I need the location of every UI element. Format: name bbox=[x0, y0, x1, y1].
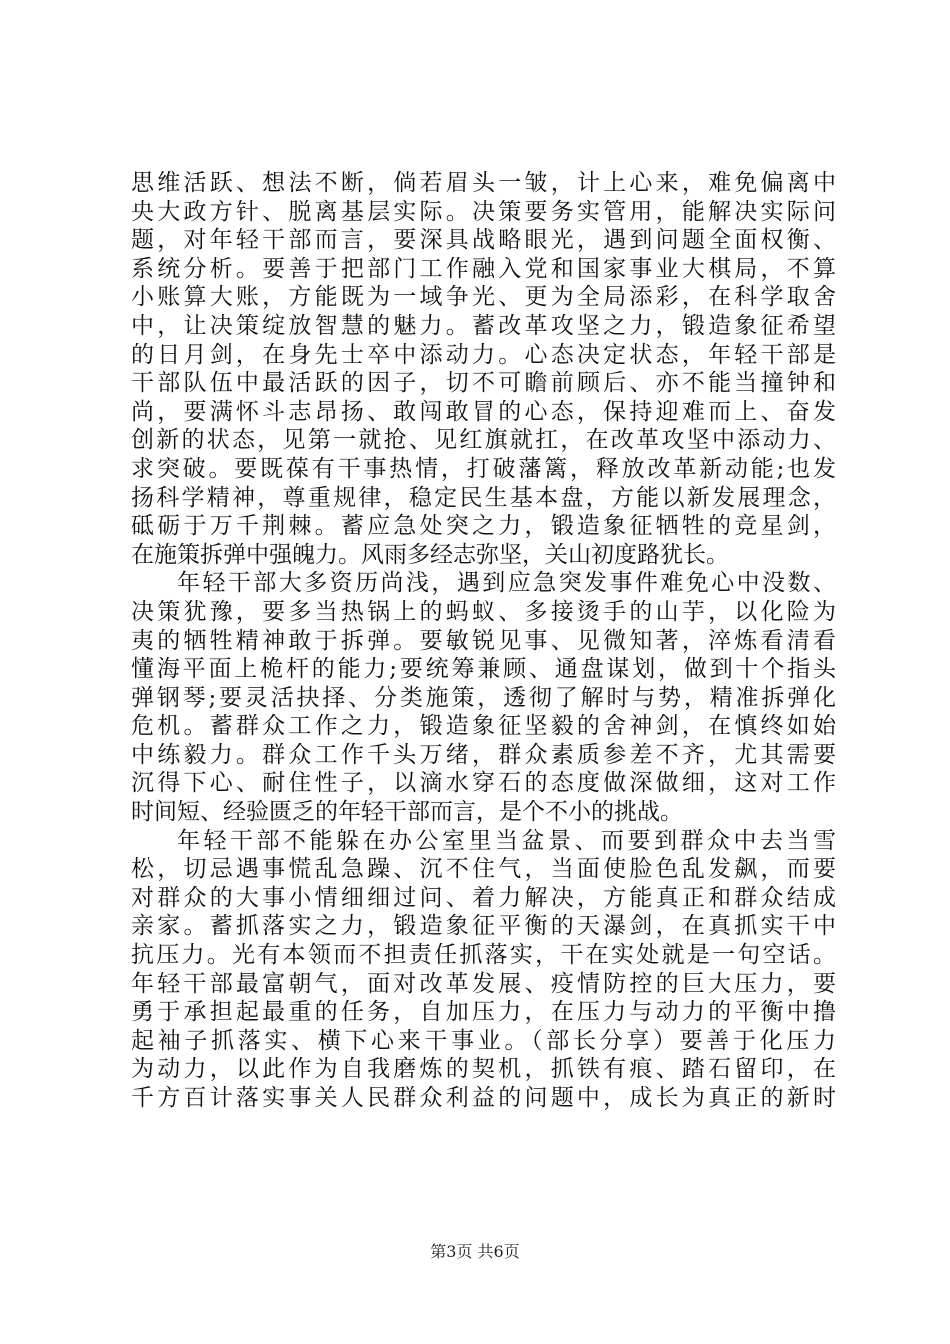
text-line: 千方百计落实事关人民群众利益的问题中，成长为真正的新时 bbox=[131, 1085, 836, 1111]
text-line: 小账算大账，方能既为一域争光、更为全局添彩，在科学取舍 bbox=[131, 284, 836, 311]
text-line: 干部队伍中最活跃的因子，切不可瞻前顾后、亦不能当撞钟和 bbox=[131, 370, 836, 397]
text-line: 为动力，以此作为自我磨炼的契机，抓铁有痕、踏石留印，在 bbox=[131, 1056, 836, 1083]
text-line: 夷的牺牲精神敢于拆弹。要敏锐见事、见微知著，淬炼看清看 bbox=[131, 627, 836, 654]
text-line: 弹钢琴;要灵活抉择、分类施策，透彻了解时与势，精准拆弹化 bbox=[131, 684, 836, 711]
text-line: 起袖子抓落实、横下心来干事业。（部长分享）要善于化压力 bbox=[131, 1027, 836, 1054]
text-line: 创新的状态，见第一就抢、见红旗就扛，在改革攻坚中添动力、 bbox=[131, 427, 836, 454]
text-line: 系统分析。要善于把部门工作融入党和国家事业大棋局，不算 bbox=[131, 255, 836, 282]
text-line: 抗压力。光有本领而不担责任抓落实，干在实处就是一句空话。 bbox=[131, 942, 836, 969]
text-line: 中，让决策绽放智慧的魅力。蓄改革攻坚之力，锻造象征希望 bbox=[131, 312, 836, 339]
text-line: 砥砺于万千荆棘。蓄应急处突之力，锻造象征牺牲的竞星剑， bbox=[131, 513, 836, 540]
text-line: 题，对年轻干部而言，要深具战略眼光，遇到问题全面权衡、 bbox=[131, 227, 836, 254]
text-line: 思维活跃、想法不断，倘若眉头一皱，计上心来，难免偏离中 bbox=[131, 170, 836, 196]
text-line: 的日月剑，在身先士卒中添动力。心态决定状态，年轻干部是 bbox=[131, 341, 836, 368]
text-line: 决策犹豫，要多当热锅上的蚂蚁、多接烫手的山芋，以化险为 bbox=[131, 598, 836, 625]
text-line: 勇于承担起最重的任务，自加压力，在压力与动力的平衡中撸 bbox=[131, 999, 836, 1026]
text-line: 扬科学精神，尊重规律，稳定民生基本盘，方能以新发展理念， bbox=[131, 484, 836, 511]
page-footer: 第3页 共6页 bbox=[430, 1242, 520, 1261]
text-line: 尚，要满怀斗志昂扬、敢闯敢冒的心态，保持迎难而上、奋发 bbox=[131, 398, 836, 425]
text-line: 年轻干部大多资历尚浅，遇到应急突发事件难免心中没数、 bbox=[177, 570, 836, 597]
text-line: 年轻干部最富朝气，面对改革发展、疫情防控的巨大压力，要 bbox=[131, 970, 836, 997]
text-line: 亲家。蓄抓落实之力，锻造象征平衡的天瀑剑，在真抓实干中 bbox=[131, 913, 836, 940]
text-line: 年轻干部不能躲在办公室里当盆景、而要到群众中去当雪 bbox=[177, 827, 836, 854]
text-line: 求突破。要既葆有干事热情，打破藩篱，释放改革新动能;也发 bbox=[131, 455, 836, 482]
text-line: 中练毅力。群众工作千头万绪，群众素质参差不齐，尤其需要 bbox=[131, 741, 836, 768]
body-text bbox=[131, 169, 836, 1113]
text-line: 懂海平面上桅杆的能力;要统筹兼顾、通盘谋划，做到十个指头 bbox=[131, 656, 836, 683]
text-line: 危机。蓄群众工作之力，锻造象征坚毅的舍神剑，在慎终如始 bbox=[131, 713, 836, 740]
text-line: 对群众的大事小情细细过问、着力解决，方能真正和群众结成 bbox=[131, 884, 836, 911]
text-line: 时间短、经验匮乏的年轻干部而言，是个不小的挑战。 bbox=[131, 799, 683, 826]
text-line: 松，切忌遇事慌乱急躁、沉不住气，当面使脸色乱发飙，而要 bbox=[131, 856, 836, 883]
text-line: 沉得下心、耐住性子，以滴水穿石的态度做深做细，这对工作 bbox=[131, 770, 836, 797]
text-line: 在施策拆弹中强魄力。风雨多经志弥坚，关山初度路犹长。 bbox=[131, 541, 729, 568]
text-line: 央大政方针、脱离基层实际。决策要务实管用，能解决实际问 bbox=[131, 198, 836, 225]
